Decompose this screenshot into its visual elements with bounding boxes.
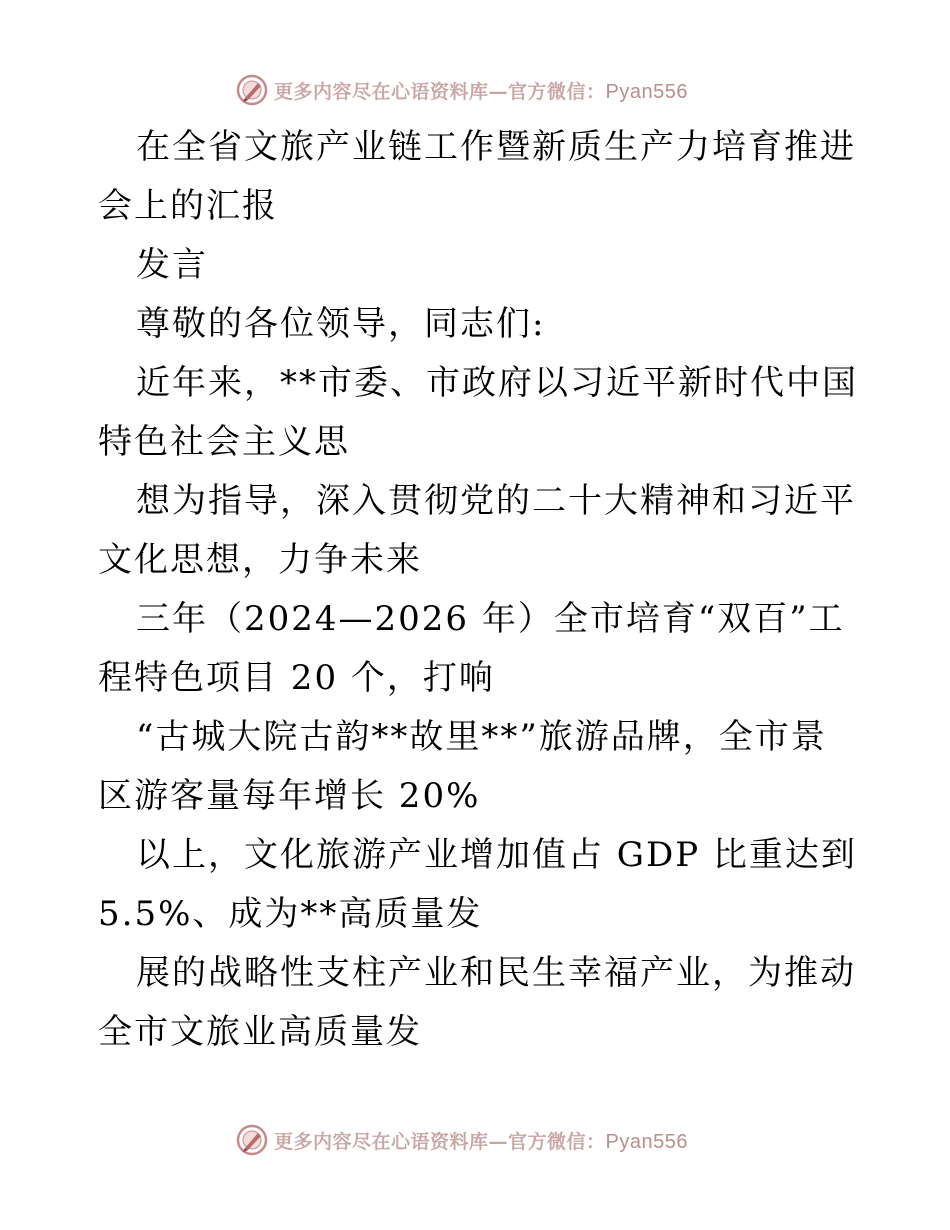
- pen-logo-icon: [236, 74, 268, 106]
- paragraph-title: 在全省文旅产业链工作暨新质生产力培育推进会上的汇报: [98, 127, 856, 226]
- watermark-footer: [236, 1124, 688, 1156]
- document-body: [98, 118, 858, 1062]
- watermark-text: 更多内容尽在心语资料库—官方微信：Pyan556: [274, 1130, 688, 1153]
- paragraph: 近年来，**市委、市政府以习近平新时代中国特色社会主义思: [98, 363, 858, 462]
- watermark-handle: Pyan556: [605, 1130, 688, 1153]
- paragraph: 展的战略性支柱产业和民生幸福产业，为推动全市文旅业高质量发: [98, 953, 856, 1052]
- paragraph: “古城大院古韵**故里**”旅游品牌，全市景区游客量每年增长 20%: [98, 717, 827, 816]
- paragraph-subtitle: 发言: [136, 245, 208, 285]
- watermark-handle: Pyan556: [605, 80, 688, 103]
- paragraph: 以上，文化旅游产业增加值占 GDP 比重达到 5.5%、成为**高质量发: [98, 835, 857, 934]
- pen-logo-icon: [236, 1124, 268, 1156]
- watermark-header: [236, 74, 688, 106]
- watermark-text: 更多内容尽在心语资料库—官方微信：Pyan556: [274, 80, 688, 103]
- paragraph: 想为指导，深入贯彻党的二十大精神和习近平文化思想，力争未来: [98, 481, 856, 580]
- paragraph-salutation: 尊敬的各位领导，同志们:: [136, 304, 546, 344]
- paragraph: 三年（2024—2026 年）全市培育“双百”工程特色项目 20 个，打响: [98, 599, 845, 698]
